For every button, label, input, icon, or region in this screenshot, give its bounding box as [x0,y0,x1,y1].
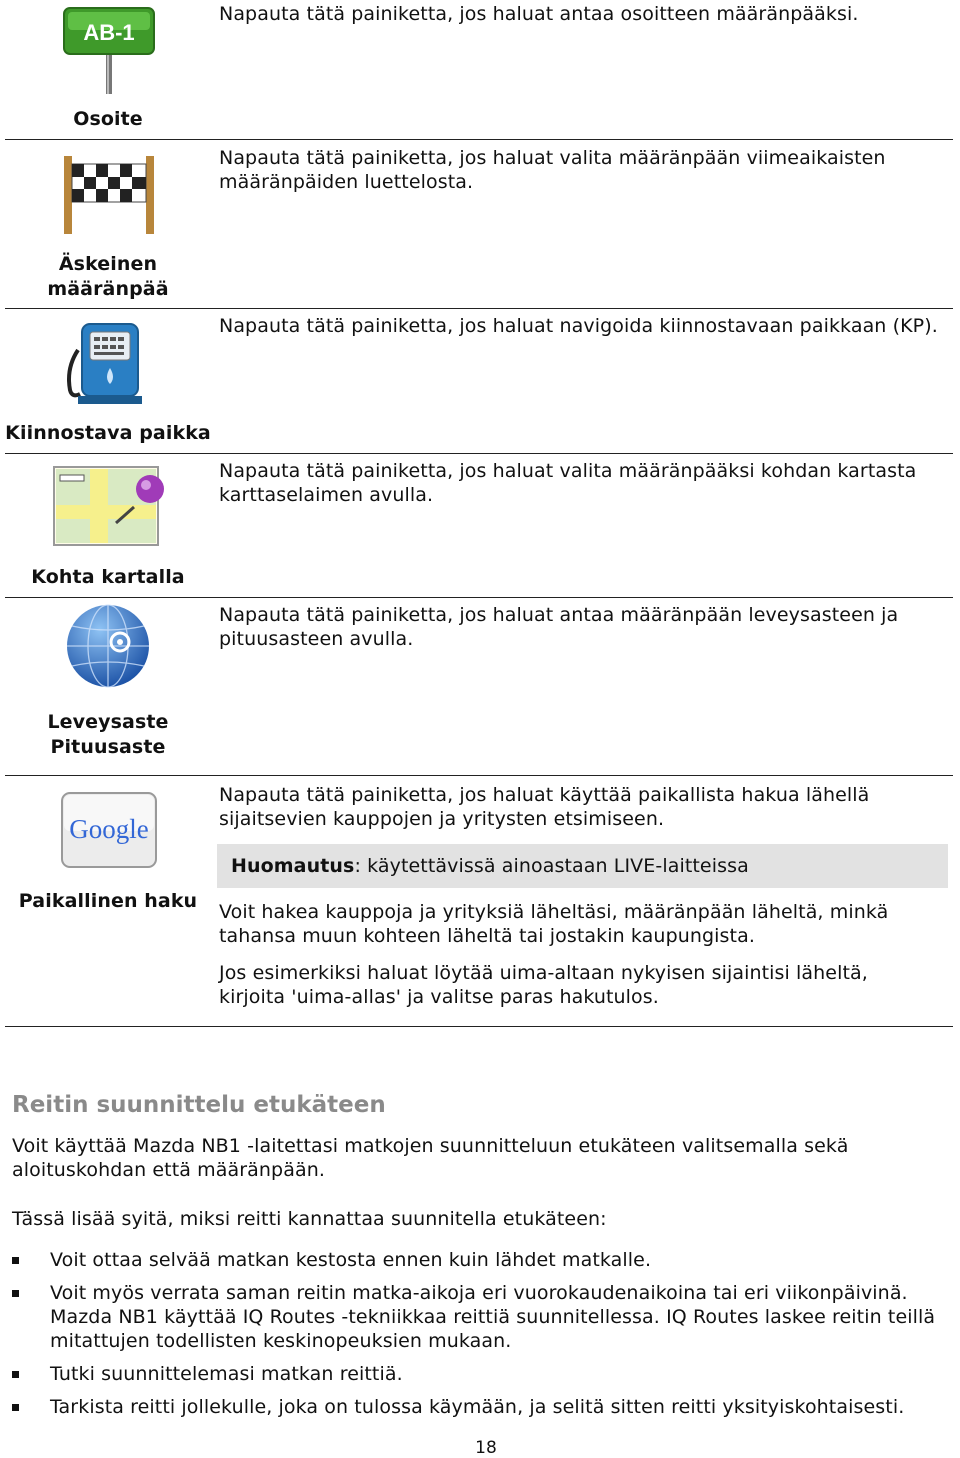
google-text: Google [69,814,149,844]
row-desc-poi: Napauta tätä painiketta, jos haluat navigoida kiinnostavaan paikkaan (KP). [219,315,938,337]
section-lead: Tässä lisää syitä, miksi reitti kannattaa suunnitella etukäteen: [12,1208,607,1230]
separator [5,308,953,309]
separator [5,597,953,598]
google-logo-icon[interactable] [50,790,168,890]
row-desc-address: Napauta tätä painiketta, jos haluat antaa osoitteen määränpääksi. [219,3,859,25]
note-bold: Huomautus [231,855,355,877]
row-extra-2: Jos esimerkiksi haluat löytää uima-altaan nykyisen sijaintisi läheltä, kirjoita 'uima-allas' ja valitse paras hakutulos. [219,962,868,1008]
separator [5,1026,953,1027]
address-sign-icon[interactable] [50,4,168,104]
bullet-icon [12,1371,19,1378]
row-label-lat-lon: Leveysaste Pituusaste [47,711,169,758]
map-pin-icon[interactable] [50,463,168,563]
sign-text: AB-1 [83,20,135,45]
fuel-pump-icon[interactable] [50,320,168,420]
row-label-address: Osoite [73,108,143,130]
note-box [217,844,948,888]
separator [5,139,953,140]
section-heading: Reitin suunnittelu etukäteen [12,1092,386,1118]
separator [5,775,953,776]
row-desc-recent-destination: Napauta tätä painiketta, jos haluat valita määränpään viimeaikaisten määränpäiden luettelosta. [219,147,886,193]
row-label-local-search: Paikallinen haku [18,890,198,912]
row-extra-1: Voit hakea kauppoja ja yrityksiä läheltäsi, määränpään läheltä, minkä tahansa muun kohteen läheltä tai jostakin kaupungista. [219,901,889,947]
row-desc-lat-lon: Napauta tätä painiketta, jos haluat antaa määränpään leveysasteen ja pituusasteen avulla. [219,604,899,650]
bullet-icon [12,1290,19,1297]
note-rest: : käytettävissä ainoastaan LIVE-laitteissa [354,855,749,877]
row-desc-local-search: Napauta tätä painiketta, jos haluat käyttää paikallista hakua lähellä sijaitsevien kauppojen ja yritysten etsimiseen. [219,784,870,830]
separator [5,453,953,454]
bullet-icon [12,1404,19,1411]
section-intro: Voit käyttää Mazda NB1 -laitettasi matkojen suunnitteluun etukäteen valitsemalla sekä aloituskohdan että määränpään. [12,1135,849,1181]
globe-icon[interactable] [50,604,168,704]
row-label-poi: Kiinnostava paikka [5,422,211,444]
row-desc-point-on-map: Napauta tätä painiketta, jos haluat valita määränpääksi kohdan kartasta karttaselaimen avulla. [219,460,917,506]
row-label-recent-destination: Äskeinen määränpää [47,253,169,300]
bullet-icon [12,1257,19,1264]
row-label-point-on-map: Kohta kartalla [31,566,185,588]
finish-flag-icon[interactable] [50,152,168,252]
page-number: 18 [475,1438,497,1458]
